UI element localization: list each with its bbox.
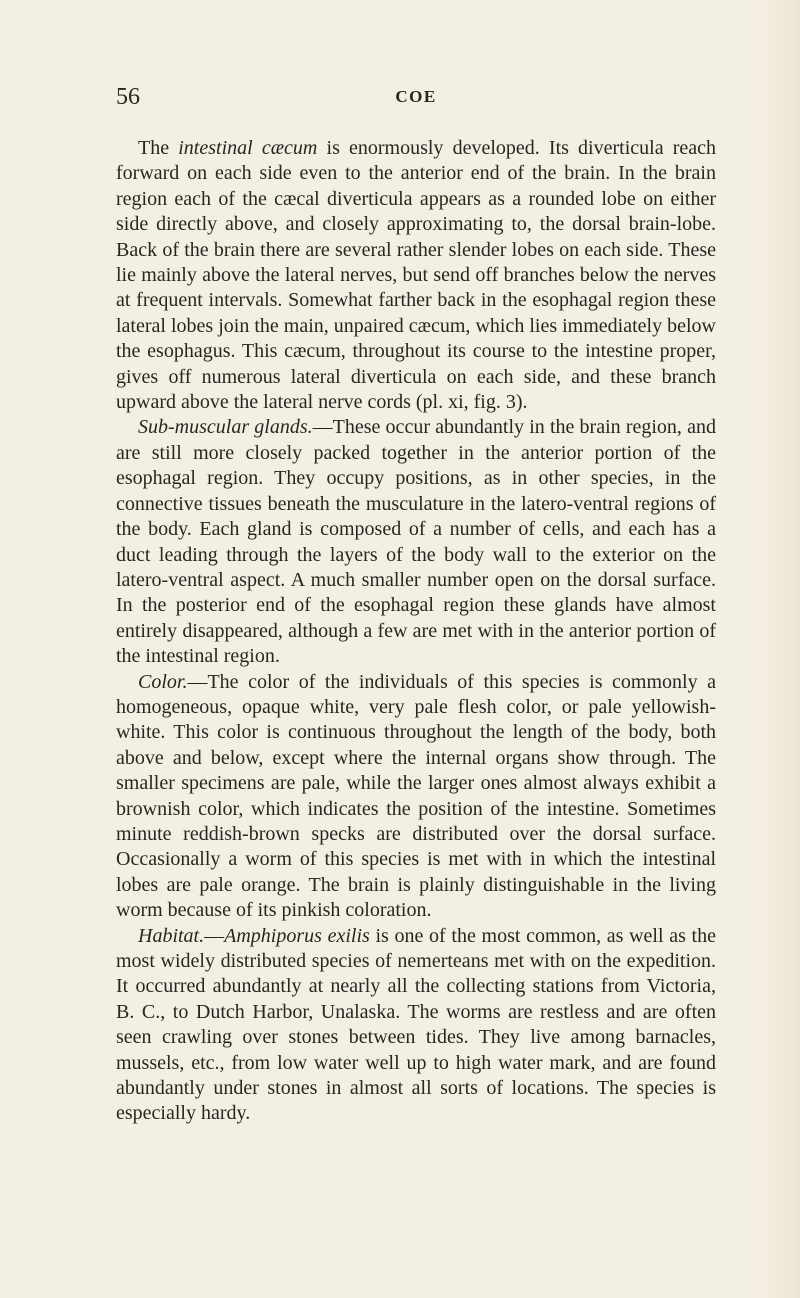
paragraph-heading: Color.	[138, 670, 188, 693]
paragraph-lead: The	[138, 137, 179, 159]
paragraph-habitat	[116, 924, 716, 1127]
paragraph-text: The color of the individuals of this species is commonly a homogeneous, opaque white, very pale flesh color, or pale yellowish-white. This color is continuous throughout the length of the body, both above and below, except where the internal organs show through. The smaller specimens are pale, while the larger ones almost always exhibit a brownish color, which indicates the position of the intestine. Sometimes minute reddish-brown specks are distributed over the dorsal surface. Occasionally a worm of this species is met with in which the intestinal lobes are pale orange. The brain is plainly distinguishable in the living worm because of its pinkish coloration.	[116, 670, 716, 922]
paragraph-heading: Habitat.	[138, 924, 205, 947]
paragraph-intestinal-caecum	[116, 136, 716, 415]
running-head: COE	[395, 87, 437, 106]
paragraph-dash: —	[312, 416, 333, 439]
paragraph-text: is enormously developed. Its diverticula reach forward on each side even to the anterior end of the brain. In the brain region each of the cæcal diverticula appears as a rounded lobe on either side directly above, and closely approximating to, the dorsal brain-lobe. Back of the brain there are several rather slender lobes on each side. These lie mainly above the lateral nerves, but send off branches below the nerves at frequent intervals. Somewhat farther back in the esophagal region these lateral lobes join the main, unpaired cæcum, which lies immediately below the esophagus. This cæcum, throughout its course to the intestine proper, gives off numerous lateral diverticula on each side, and these branch upward above the lateral nerve cords (pl. xi, fig. 3).	[116, 137, 716, 414]
page-number: 56	[116, 84, 140, 110]
paragraph-text: is one of the most common, as well as the most widely distributed species of nemerteans met with on the expedition. It occurred abundantly at nearly all the collecting stations from Victoria, B. C., to Dutch Harbor, Unalaska. The worms are restless and are often seen crawling over stones between tides. They live among barnacles, mussels, etc., from low water well up to high water mark, and are found abundantly under stones in almost all sorts of locations. The species is especially hardy.	[116, 924, 716, 1125]
paragraph-sub-muscular-glands	[116, 415, 716, 669]
paragraph-italic-term: intestinal cæcum	[178, 137, 318, 159]
paragraph-dash: —	[204, 924, 225, 947]
paragraph-heading: Sub-muscular glands.	[138, 416, 313, 439]
paragraph-color	[116, 670, 716, 924]
species-name: Amphiporus exilis	[224, 924, 370, 947]
page-header	[116, 80, 716, 114]
paragraph-text: These occur abundantly in the brain region, and are still more closely packed together in the anterior portion of the esophagal region. They occupy positions, as in other species, in the connective tissues beneath the musculature in the latero-ventral regions of the body. Each gland is composed of a number of cells, and each has a duct leading through the layers of the body wall to the exterior on the latero-ventral aspect. A much smaller number open on the dorsal surface. In the posterior end of the esophagal region these glands have almost entirely disappeared, although a few are met with in the anterior portion of the intestinal region.	[116, 416, 716, 668]
paragraph-dash: —	[187, 670, 208, 693]
body-text	[116, 136, 716, 1127]
